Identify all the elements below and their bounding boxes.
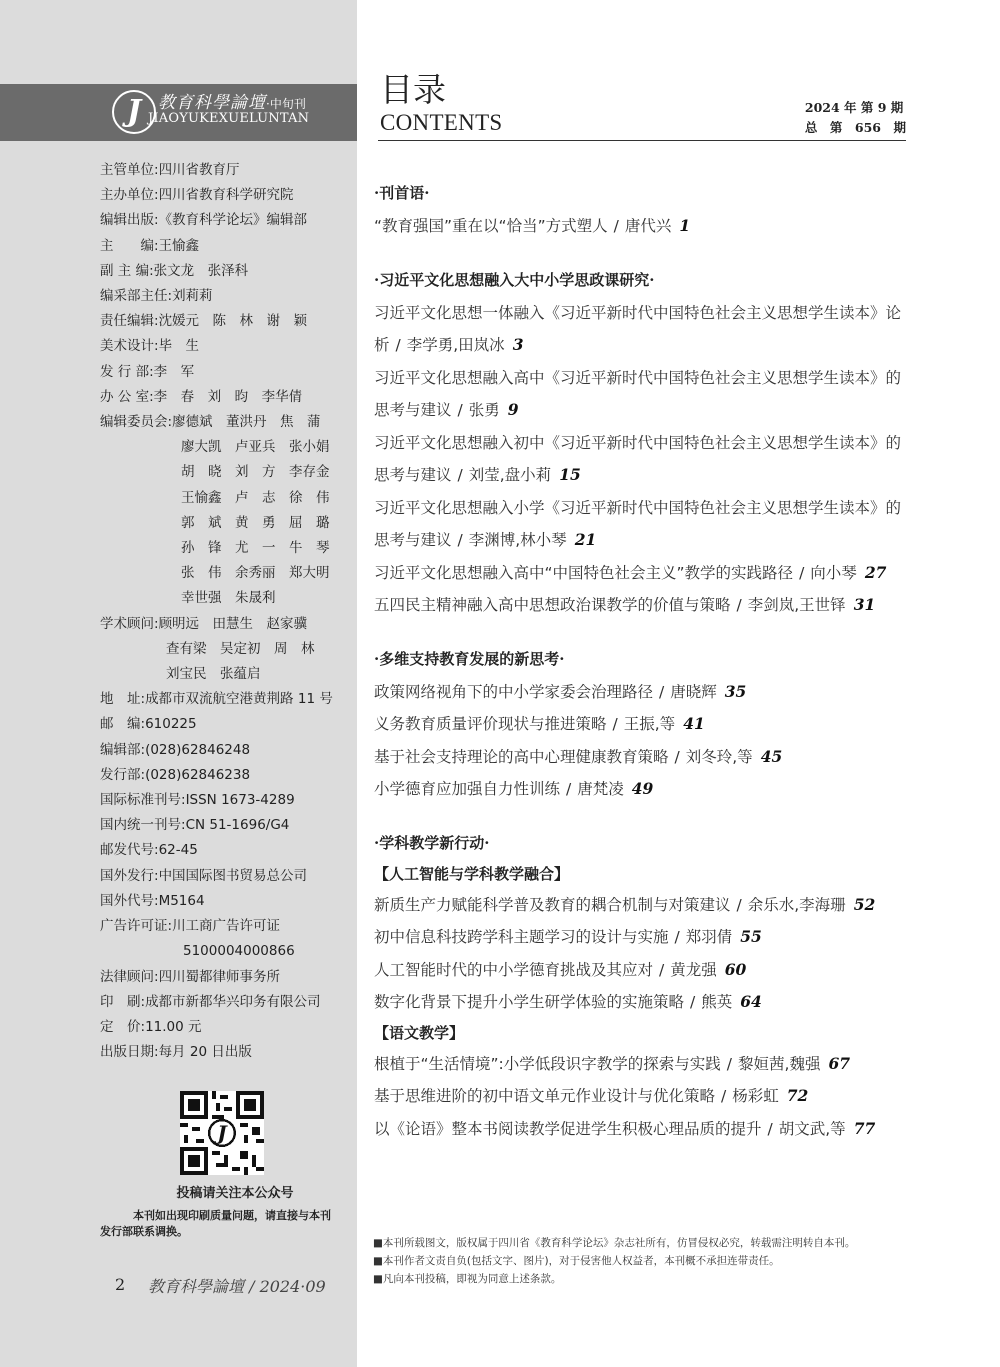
editorial-board-line: 孙 锋 尤 一 牛 琴: [181, 540, 330, 557]
subsection-title: 【人工智能与学科教学融合】: [374, 864, 570, 883]
journal-logo-icon: J: [112, 90, 156, 134]
contact-row: 国外发行: 中国国际图书贸易总公司: [100, 867, 308, 884]
legal-line: ■本刊作者文责自负(包括文字、图片)，对于侵害他人权益者，本刊概不承担连带责任。: [373, 1255, 780, 1267]
masthead-banner: [0, 84, 357, 141]
info-row: 美术设计: 毕 生: [100, 338, 200, 355]
toc-entry[interactable]: 习近平文化思想融入小学《习近平新时代中国特色社会主义思想学生读本》的思考与建议 / 李渊博,林小琴 21: [374, 498, 902, 549]
issue-info: [805, 98, 906, 138]
toc-title: 目录: [380, 70, 446, 109]
contact-row: 编辑部: (028)62846248: [100, 741, 251, 758]
page-number: 2: [115, 1275, 126, 1294]
section-title: ·学科教学新行动·: [374, 833, 490, 852]
toc-entry[interactable]: 基于思维进阶的初中语文单元作业设计与优化策略 / 杨彩虹 72: [374, 1086, 809, 1105]
info-row: 主办单位: 四川省教育科学研究院: [100, 187, 294, 204]
toc-entry[interactable]: 新质生产力赋能科学普及教育的耦合机制与对策建议 / 余乐水,李海珊 52: [374, 894, 876, 914]
toc-section: [374, 265, 914, 622]
contact-row: 地 址: 成都市双流航空港黄荆路 11 号: [100, 691, 333, 708]
toc-entry[interactable]: 以《论语》整本书阅读教学促进学生积极心理品质的提升 / 胡文武,等 77: [374, 1118, 876, 1138]
qr-code-icon: [180, 1091, 264, 1175]
header-divider: [378, 140, 906, 141]
toc-entry[interactable]: 习近平文化思想一体融入《习近平新时代中国特色社会主义思想学生读本》论析 / 李学勇,田岚冰 3: [374, 303, 902, 354]
contact-row: 发行部: (028)62846238: [100, 766, 251, 783]
editorial-board-line: 廖大凯 卢亚兵 张小娟: [181, 439, 330, 456]
contact-row: 国际标准刊号: ISSN 1673-4289: [100, 792, 295, 809]
subsection-title: 【语文教学】: [374, 1023, 465, 1042]
footer-brand: 教育科學論壇 / 2024·09: [148, 1277, 326, 1296]
section-title: ·多维支持教育发展的新思考·: [374, 649, 565, 668]
toc-subtitle: CONTENTS: [380, 110, 503, 135]
contact-row: 邮 编: 610225: [100, 716, 197, 733]
toc-entry[interactable]: 基于社会支持理论的高中心理健康教育策略 / 刘冬玲,等 45: [374, 746, 783, 766]
toc-entry[interactable]: 习近平文化思想融入高中《习近平新时代中国特色社会主义思想学生读本》的思考与建议 / 张勇 9: [374, 368, 902, 419]
legal-line: ■本刊所载图文，版权属于四川省《教育科学论坛》杂志社所有，仿冒侵权必究，转载需注明转自本刊。: [373, 1237, 856, 1249]
issue-total: 总 第 656 期: [804, 120, 906, 135]
toc-section: [374, 178, 914, 243]
info-row: 编辑出版: 《教育科学论坛》编辑部: [100, 212, 308, 229]
toc-entry[interactable]: 政策网络视角下的中小学家委会治理路径 / 唐晓辉 35: [374, 681, 747, 701]
toc-header: [380, 70, 503, 136]
svg-text:J: J: [217, 1121, 227, 1146]
editorial-board-row: 编辑委员会: 廖德斌 董洪丹 焦 蒲: [100, 414, 321, 431]
copyright-notice: [373, 1234, 913, 1288]
toc-section: [374, 644, 914, 806]
advisors-line: 刘宝民 张蕴启: [166, 666, 261, 683]
contact-row: 法律顾问: 四川蜀都律师事务所: [100, 968, 281, 985]
editorial-board-line: 王愉鑫 卢 志 徐 伟: [181, 489, 330, 506]
info-row: 办 公 室: 李 春 刘 昀 李华倩: [100, 388, 303, 405]
info-row: 主 编: 王愉鑫: [100, 237, 200, 254]
info-row: 责任编辑: 沈媛元 陈 林 谢 颖: [100, 313, 308, 330]
toc-entry[interactable]: “教育强国”重在以“恰当”方式塑人 / 唐代兴 1: [374, 216, 691, 235]
masthead-pinyin: JIAOYUKEXUELUNTAN: [148, 111, 310, 126]
toc-entry[interactable]: 五四民主精神融入高中思想政治课教学的价值与策略 / 李剑岚,王世铎 31: [374, 595, 876, 614]
contact-row: 印 刷: 成都市新都华兴印务有限公司: [100, 993, 321, 1010]
toc-entry[interactable]: 习近平文化思想融入高中“中国特色社会主义”教学的实践路径 / 向小琴 27: [374, 562, 887, 582]
contact-row: 广告许可证: 川工商广告许可证: [100, 918, 281, 935]
issue-number: 2024 年 第 9 期: [804, 100, 904, 115]
editorial-board-line: 郭 斌 黄 勇 屈 璐: [181, 514, 330, 531]
masthead-info: [100, 158, 350, 1065]
toc-entry[interactable]: 数字化背景下提升小学生研学体验的实施策略 / 熊英 64: [374, 992, 762, 1011]
contact-row: 定 价: 11.00 元: [100, 1018, 202, 1035]
advisors-line: 查有梁 吴定初 周 林: [166, 640, 315, 657]
info-row: 主管单位: 四川省教育厅: [100, 162, 240, 178]
contact-row: 国内统一刊号: CN 51-1696/G4: [100, 817, 290, 834]
editorial-board-line: 胡 晓 刘 方 李存金: [181, 464, 330, 481]
legal-line: ■凡向本刊投稿，即视为同意上述条款。: [373, 1273, 562, 1285]
toc-entry[interactable]: 义务教育质量评价现状与推进策略 / 王振,等 41: [374, 714, 705, 733]
editorial-board-line: 张 伟 余秀丽 郑大明: [181, 565, 330, 582]
toc-section: [374, 828, 914, 1146]
contact-row: 国外代号: M5164: [100, 892, 205, 909]
toc-entry[interactable]: 习近平文化思想融入初中《习近平新时代中国特色社会主义思想学生读本》的思考与建议 / 刘莹,盘小莉 15: [374, 433, 902, 484]
section-title: ·刊首语·: [374, 184, 430, 202]
qr-caption: 投稿请关注本公众号: [176, 1186, 294, 1201]
contact-row: 邮发代号: 62-45: [100, 842, 198, 859]
info-row: 发 行 部: 李 军: [100, 363, 195, 380]
contact-row: 出版日期: 每月 20 日出版: [100, 1044, 252, 1061]
toc-entry[interactable]: 根植于“生活情境”:小学低段识字教学的探索与实践 / 黎姮茜,魏强 67: [374, 1053, 851, 1073]
info-sidebar: [0, 0, 357, 1367]
editorial-board-line: 幸世强 朱晟利: [181, 590, 276, 607]
masthead-title: 教育科學論壇·中旬刊: [158, 93, 306, 113]
section-title: ·习近平文化思想融入大中小学思政课研究·: [374, 270, 655, 289]
print-quality-notice: 本刊如出现印刷质量问题，请直接与本刊发行部联系调换。: [100, 1209, 331, 1238]
toc-entry[interactable]: 小学德育应加强自力性训练 / 唐梵凌 49: [374, 779, 654, 798]
toc-entry[interactable]: 初中信息科技跨学科主题学习的设计与实施 / 郑羽倩 55: [374, 927, 762, 946]
advisors-row: 学术顾问: 顾明远 田慧生 赵家骥: [100, 615, 308, 632]
toc-entry[interactable]: 人工智能时代的中小学德育挑战及其应对 / 黄龙强 60: [374, 959, 747, 979]
info-row: 副 主 编: 张文龙 张泽科: [100, 262, 249, 279]
info-row: 编采部主任: 刘莉莉: [100, 288, 213, 305]
ad-license-number: 5100004000866: [183, 943, 295, 960]
table-of-contents: [374, 178, 914, 1167]
